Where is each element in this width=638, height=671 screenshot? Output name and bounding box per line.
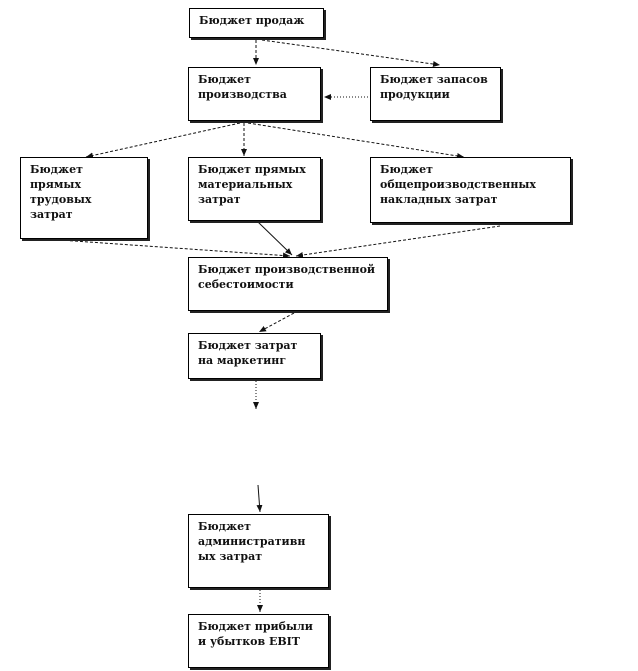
arrow-production-to-overhead (248, 123, 464, 157)
arrow-to-admin (258, 485, 260, 512)
arrow-sales-to-inventory (262, 40, 440, 65)
arrow-overhead-to-cost (296, 226, 500, 256)
arrow-cost-to-marketing (259, 313, 294, 332)
production-budget-box: Бюджет производства (188, 67, 321, 121)
sales-budget-box: Бюджет продаж (189, 8, 324, 38)
admin-budget-box: Бюджет административн ых затрат (188, 514, 329, 588)
inventory-budget-box: Бюджет запасов продукции (370, 67, 501, 121)
production-cost-budget-box: Бюджет производственной себестоимости (188, 257, 388, 311)
pnl-budget-box: Бюджет прибыли и убытков EBIT (188, 614, 329, 668)
arrow-labor-to-cost (60, 240, 290, 256)
direct-materials-budget-box: Бюджет прямых материальных затрат (188, 157, 321, 221)
marketing-budget-box: Бюджет затрат на маркетинг (188, 333, 321, 379)
direct-labor-budget-box: Бюджет прямых трудовых затрат (20, 157, 148, 239)
arrow-production-to-labor (86, 123, 240, 157)
arrow-materials-to-cost (258, 222, 292, 255)
overhead-budget-box: Бюджет общепроизводственных накладных затрат (370, 157, 571, 223)
